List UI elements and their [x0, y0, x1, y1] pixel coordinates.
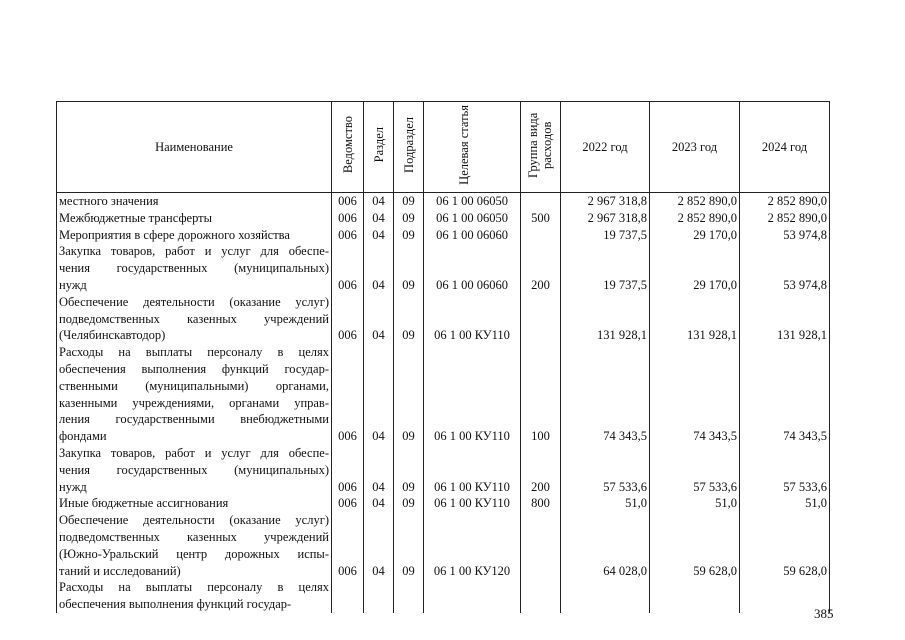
row-name-line: Обеспечение деятельности (оказание услуг) [59, 513, 329, 528]
row-vedomstvo: 006 [332, 294, 364, 344]
row-razdel: 04 [364, 193, 394, 210]
row-podrazdel: 09 [394, 210, 424, 227]
row-value-2023: 29 170,0 [650, 243, 740, 293]
row-value-2023: 57 533,6 [650, 445, 740, 495]
row-razdel: 04 [364, 445, 394, 495]
row-value-2023: 29 170,0 [650, 227, 740, 244]
row-razdel: 04 [364, 512, 394, 579]
row-podrazdel: 09 [394, 243, 424, 293]
header-2023: 2023 год [650, 102, 740, 193]
row-celevaya-statya: 06 1 00 06060 [424, 243, 521, 293]
table-row [57, 210, 830, 227]
row-name [57, 344, 332, 445]
row-razdel: 04 [364, 227, 394, 244]
row-name-line: казенными учреждениями, органами управ- [59, 395, 329, 410]
row-value-2023: 2 852 890,0 [650, 210, 740, 227]
row-name-line: Закупка товаров, работ и услуг для обеспе- [59, 244, 329, 259]
row-razdel: 04 [364, 294, 394, 344]
row-vedomstvo: 006 [332, 344, 364, 445]
row-value-2022: 51,0 [561, 495, 650, 512]
header-2022: 2022 год [561, 102, 650, 193]
row-name-line: местного значения [59, 194, 159, 208]
row-razdel [364, 579, 394, 613]
row-name-line: Иные бюджетные ассигнования [59, 496, 229, 511]
row-name-line: чения государственных (муниципальных) [59, 462, 329, 477]
row-name [57, 445, 332, 495]
row-name [57, 579, 332, 613]
row-vedomstvo: 006 [332, 445, 364, 495]
row-gruppa: 500 [521, 210, 561, 227]
row-celevaya-statya: 06 1 00 06050 [424, 193, 521, 210]
row-name-line: подведомственных казенных учреждений [59, 529, 329, 544]
header-celevaya-statya: Целевая статья [457, 105, 471, 185]
row-value-2023: 51,0 [650, 495, 740, 512]
row-gruppa: 800 [521, 495, 561, 512]
row-vedomstvo: 006 [332, 495, 364, 512]
header-row [57, 102, 830, 193]
row-name-line: таний и исследований) [59, 563, 181, 578]
table-row [57, 445, 830, 495]
header-gruppa-vida-rashodov: Группа вида расходов [525, 112, 554, 178]
row-value-2024: 51,0 [740, 495, 830, 512]
row-value-2024: 57 533,6 [740, 445, 830, 495]
row-name [57, 193, 332, 210]
row-name-line: чения государственных (муниципальных) [59, 261, 329, 276]
row-name [57, 227, 332, 244]
row-gruppa [521, 193, 561, 210]
row-podrazdel: 09 [394, 512, 424, 579]
row-name-line: ления государственными внебюджетными [59, 412, 329, 427]
row-name-line: нужд [59, 479, 87, 494]
row-celevaya-statya: 06 1 00 КУ110 [424, 294, 521, 344]
row-gruppa: 200 [521, 243, 561, 293]
row-vedomstvo: 006 [332, 210, 364, 227]
page-number: 385 [814, 606, 834, 621]
row-name-line: Расходы на выплаты персоналу в целях [59, 345, 329, 360]
row-vedomstvo [332, 579, 364, 613]
header-2024: 2024 год [740, 102, 830, 193]
table-row [57, 294, 830, 344]
row-podrazdel: 09 [394, 227, 424, 244]
row-name-line: обеспечения выполнения функций государ- [59, 361, 329, 376]
row-name-line: Мероприятия в сфере дорожного хозяйства [59, 227, 290, 242]
row-value-2022 [561, 579, 650, 613]
row-razdel: 04 [364, 210, 394, 227]
row-value-2023 [650, 579, 740, 613]
row-podrazdel [394, 579, 424, 613]
row-razdel: 04 [364, 495, 394, 512]
row-vedomstvo: 006 [332, 512, 364, 579]
row-gruppa: 100 [521, 344, 561, 445]
row-podrazdel: 09 [394, 294, 424, 344]
row-value-2023: 59 628,0 [650, 512, 740, 579]
row-name [57, 210, 332, 227]
row-value-2023: 131 928,1 [650, 294, 740, 344]
row-value-2022: 64 028,0 [561, 512, 650, 579]
table-row [57, 193, 830, 210]
row-name-line: Межбюджетные трансферты [59, 210, 213, 225]
row-name-line: нужд [59, 277, 87, 292]
row-name [57, 243, 332, 293]
table-row [57, 495, 830, 512]
row-gruppa [521, 294, 561, 344]
row-name-line: Закупка товаров, работ и услуг для обеспе- [59, 445, 329, 460]
row-gruppa: 200 [521, 445, 561, 495]
header-podrazdel: Подраздел [401, 117, 416, 173]
row-value-2022: 19 737,5 [561, 227, 650, 244]
row-value-2022: 131 928,1 [561, 294, 650, 344]
row-name-line: (Челябинскавтодор) [59, 328, 166, 343]
table-row [57, 227, 830, 244]
row-name-line: ственными (муниципальными) органами, [59, 378, 329, 393]
row-name-line: Расходы на выплаты персоналу в целях [59, 580, 329, 595]
row-value-2024: 53 974,8 [740, 243, 830, 293]
row-value-2024: 74 343,5 [740, 344, 830, 445]
budget-table [56, 101, 830, 613]
row-vedomstvo: 006 [332, 227, 364, 244]
row-value-2023: 74 343,5 [650, 344, 740, 445]
row-value-2024: 2 852 890,0 [740, 210, 830, 227]
row-gruppa [521, 512, 561, 579]
row-name [57, 512, 332, 579]
row-value-2022: 19 737,5 [561, 243, 650, 293]
row-name-line: Обеспечение деятельности (оказание услуг) [59, 294, 329, 309]
table-row [57, 344, 830, 445]
header-razdel: Раздел [371, 127, 386, 163]
header-vedomstvo: Ведомство [340, 116, 355, 174]
table-body [57, 193, 830, 613]
row-value-2022: 74 343,5 [561, 344, 650, 445]
row-razdel: 04 [364, 243, 394, 293]
row-value-2023: 2 852 890,0 [650, 193, 740, 210]
header-name: Наименование [57, 102, 332, 193]
row-razdel: 04 [364, 344, 394, 445]
row-value-2024: 59 628,0 [740, 512, 830, 579]
row-celevaya-statya: 06 1 00 КУ120 [424, 512, 521, 579]
table-row [57, 512, 830, 579]
table-row [57, 579, 830, 613]
row-name-line: фондами [59, 429, 107, 444]
row-name-line: подведомственных казенных учреждений [59, 311, 329, 326]
row-gruppa [521, 227, 561, 244]
row-value-2024: 53 974,8 [740, 227, 830, 244]
row-podrazdel: 09 [394, 495, 424, 512]
row-celevaya-statya: 06 1 00 06050 [424, 210, 521, 227]
row-name [57, 495, 332, 512]
row-value-2022: 57 533,6 [561, 445, 650, 495]
row-vedomstvo: 006 [332, 243, 364, 293]
row-value-2024: 2 852 890,0 [740, 193, 830, 210]
row-value-2024: 131 928,1 [740, 294, 830, 344]
row-podrazdel: 09 [394, 344, 424, 445]
row-celevaya-statya: 06 1 00 КУ110 [424, 344, 521, 445]
row-name-line: (Южно-Уральский центр дорожных испы- [59, 546, 329, 561]
row-podrazdel: 09 [394, 445, 424, 495]
row-celevaya-statya: 06 1 00 КУ110 [424, 495, 521, 512]
row-value-2022: 2 967 318,8 [561, 210, 650, 227]
row-celevaya-statya [424, 579, 521, 613]
row-value-2022: 2 967 318,8 [561, 193, 650, 210]
row-celevaya-statya: 06 1 00 КУ110 [424, 445, 521, 495]
row-name-line: обеспечения выполнения функций государ- [59, 597, 292, 612]
row-vedomstvo: 006 [332, 193, 364, 210]
row-gruppa [521, 579, 561, 613]
table-row [57, 243, 830, 293]
row-podrazdel: 09 [394, 193, 424, 210]
row-celevaya-statya: 06 1 00 06060 [424, 227, 521, 244]
row-name [57, 294, 332, 344]
